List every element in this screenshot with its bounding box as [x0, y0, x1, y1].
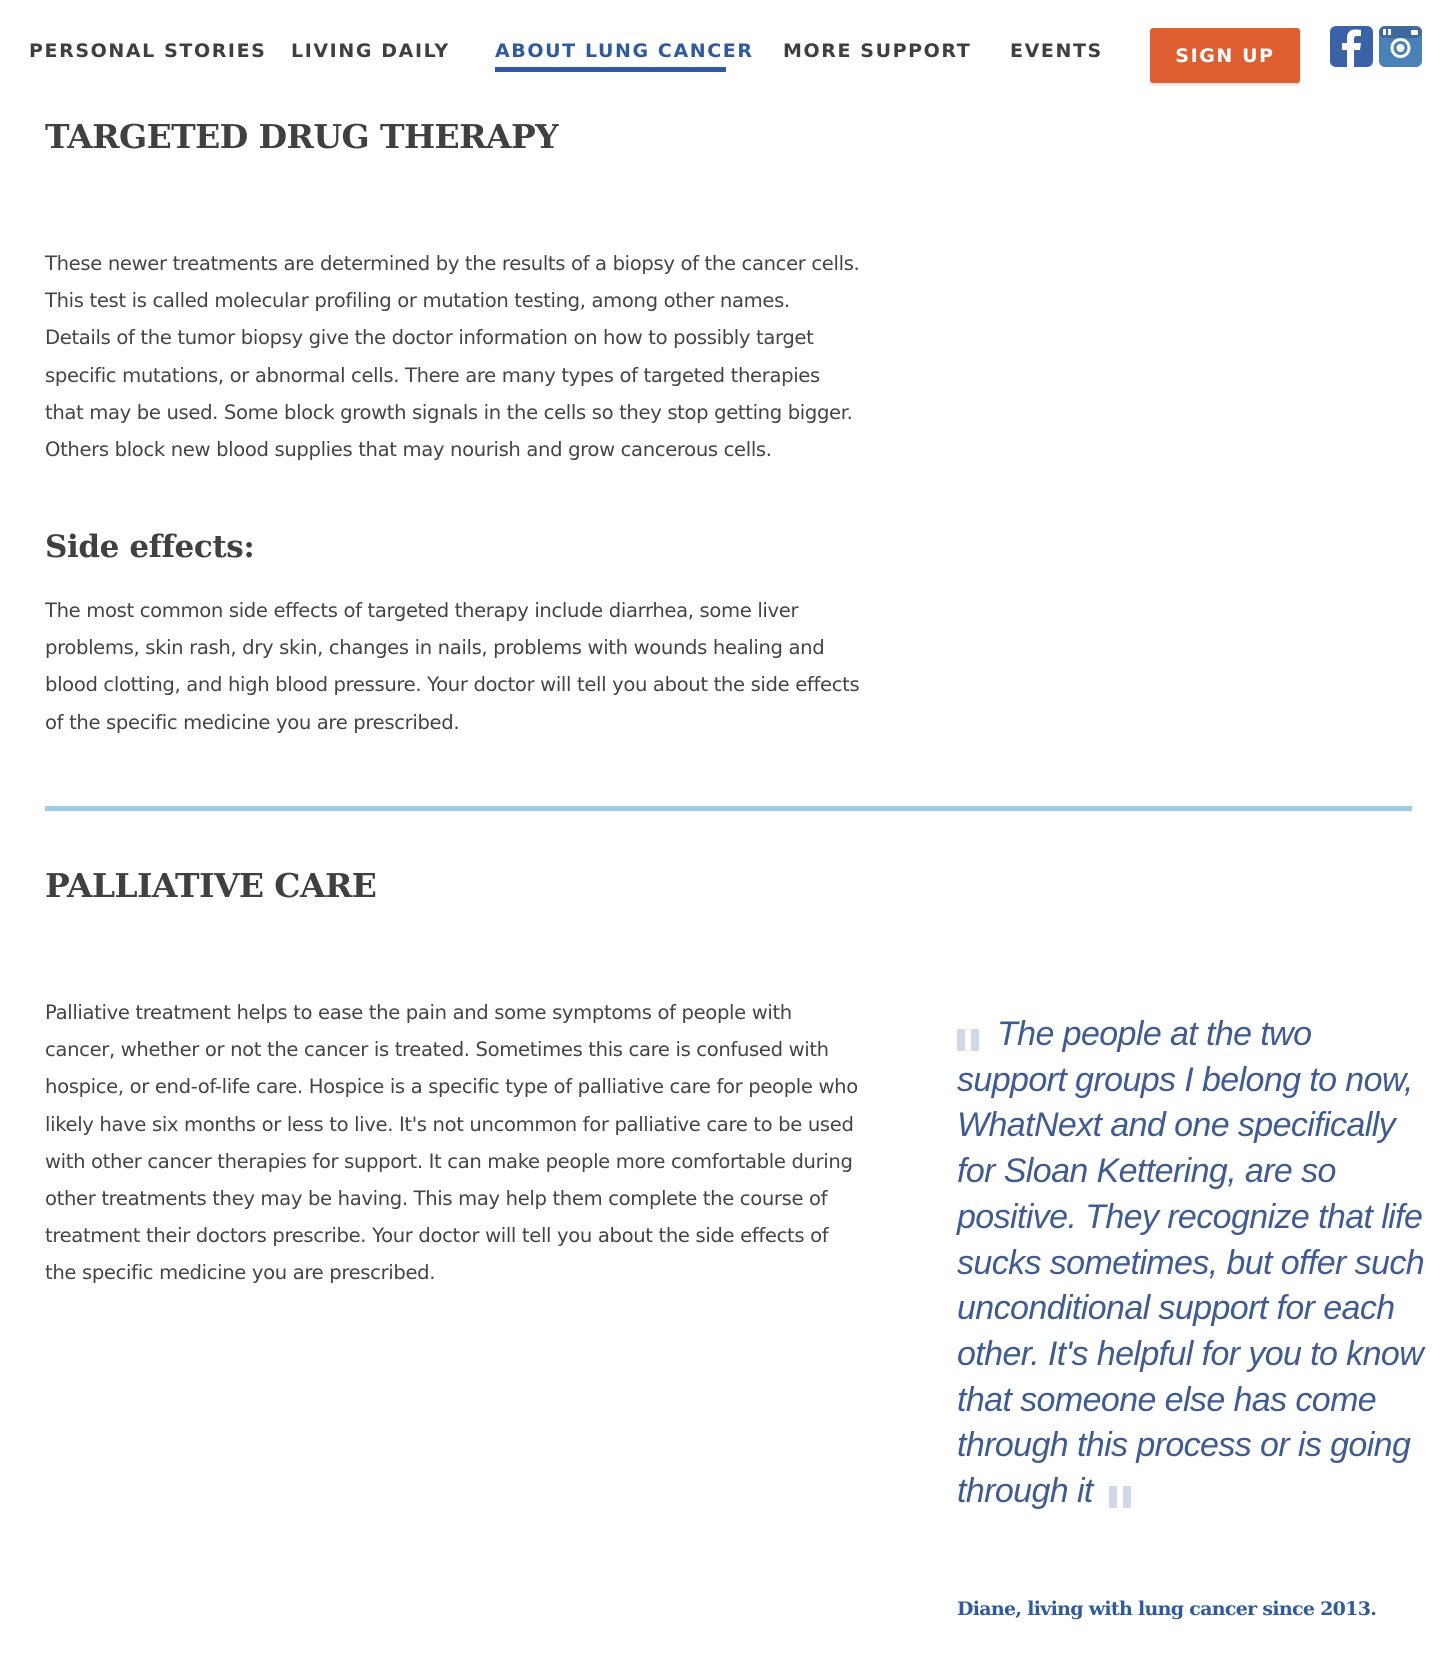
nav-events[interactable]: EVENTS [1010, 40, 1103, 62]
section-title-palliative-care: PALLIATIVE CARE [45, 866, 377, 905]
quote-text: The people at the two support groups I belong to now, WhatNext and one specifically for Sloan Kettering, are so positive. They recognize that life sucks sometimes, but offer such unconditional support for each other. It's helpful for you to know that someone else has come through this process or is going through it [957, 1015, 1425, 1511]
side-effects-heading: Side effects: [45, 529, 255, 565]
sign-up-button[interactable] [1150, 28, 1300, 83]
top-navigation [0, 0, 1446, 100]
palliative-care-body: Palliative treatment helps to ease the pain and some symptoms of people with cancer, whether or not the cancer is treated. Sometimes this care is confused with hospice, or end-of-life care. Hospice is a specific type of palliative care for people who likely have six months or less to live. It's not uncommon for palliative care to be used with other cancer therapies for support. It can make people more comfortable during other treatments they may be having. This may help them complete the course of treatment their doctors prescribe. Your doctor will tell you about the side effects of the specific medicine you are prescribed. [45, 1001, 858, 1285]
sign-up-label: SIGN UP [1175, 44, 1275, 67]
open-quote-icon [957, 1018, 985, 1064]
quote-attribution: Diane, living with lung cancer since 2013. [957, 1598, 1377, 1620]
nav-living-daily[interactable]: LIVING DAILY [291, 40, 450, 62]
nav-about-lung-cancer[interactable]: ABOUT LUNG CANCER [495, 40, 754, 62]
section-divider [45, 806, 1412, 811]
nav-personal-stories[interactable]: PERSONAL STORIES [29, 40, 267, 62]
side-effects-body: The most common side effects of targeted therapy include diarrhea, some liver problems, skin rash, dry skin, changes in nails, problems with wounds healing and blood clotting, and high blood pressure. Your doctor will tell you about the side effects of the specific medicine you are prescribed. [45, 599, 860, 734]
nav-more-support[interactable]: MORE SUPPORT [783, 40, 972, 62]
section-title-targeted-drug-therapy: TARGETED DRUG THERAPY [45, 117, 559, 156]
facebook-icon[interactable] [1330, 26, 1373, 67]
targeted-therapy-body: These newer treatments are determined by the results of a biopsy of the cancer cells. This test is called molecular profiling or mutation testing, among other names. Details of the tumor biopsy give the doctor information on how to possibly target specific mutations, or abnormal cells. There are many types of targeted therapies that may be used. Some block growth signals in the cells so they stop getting bigger. Others block new blood supplies that may nourish and grow cancerous cells. [45, 252, 860, 462]
testimonial-quote [957, 1012, 1427, 1515]
close-quote-icon [1109, 1475, 1137, 1521]
instagram-icon[interactable] [1379, 26, 1422, 67]
active-nav-indicator [495, 67, 726, 72]
